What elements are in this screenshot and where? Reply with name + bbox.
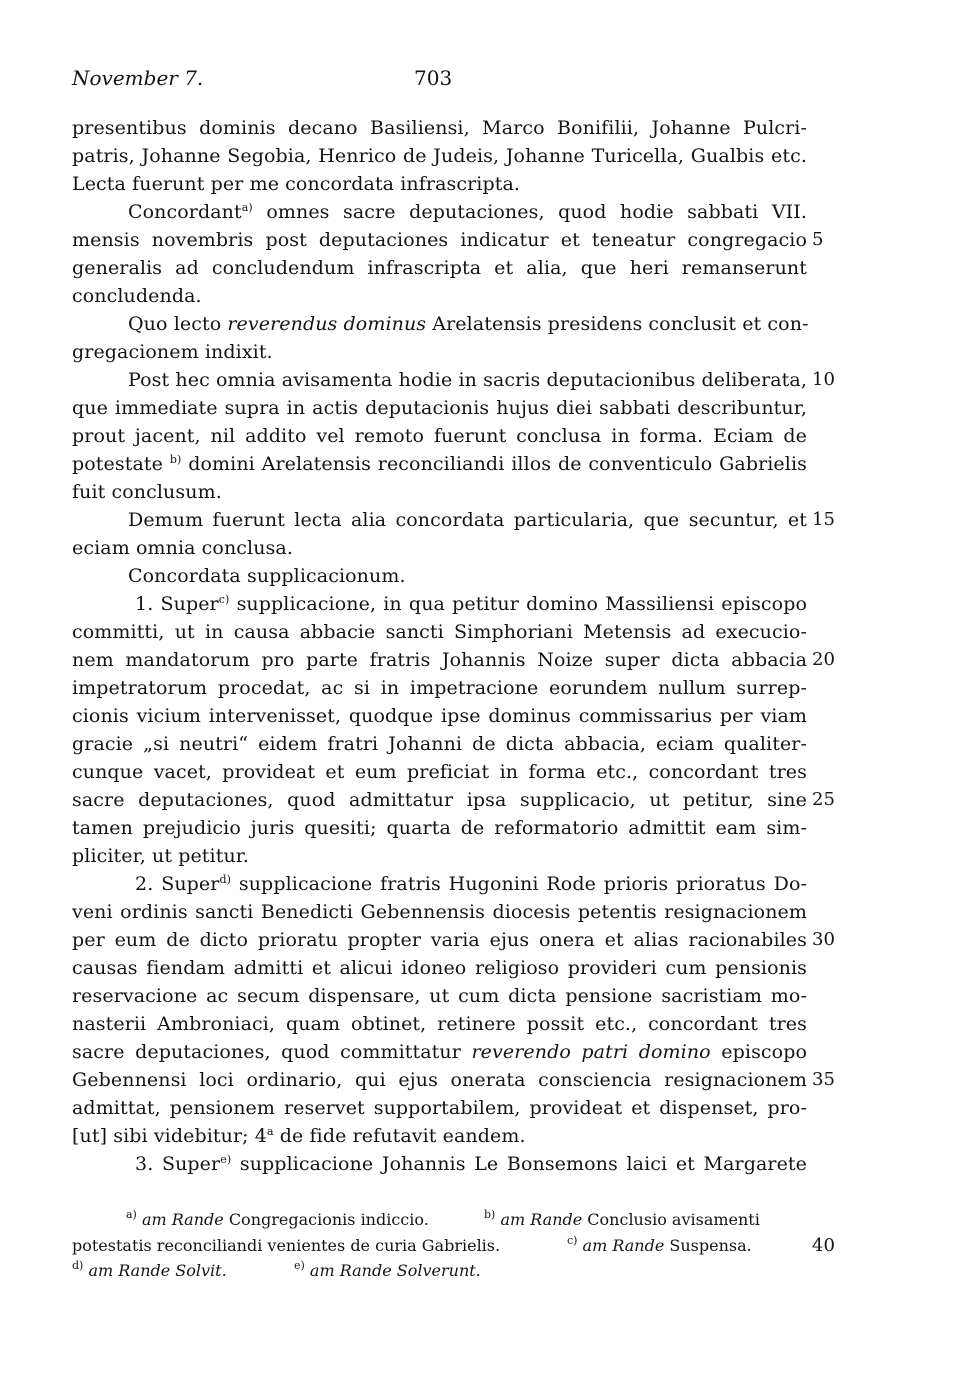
footnote-mark: a): [241, 201, 253, 214]
footnote-mark: c): [218, 593, 230, 606]
footnote-c: $^{c)}$ am Rande Suspensa.: [567, 1234, 752, 1255]
footnote-mark: b): [169, 453, 182, 466]
text-line: potestate $^{b)}$ domini Arelatensis reconciliandi illos de conventiculo Gabrielis: [72, 453, 807, 475]
footnote-line: [72, 1260, 807, 1282]
text-line: cunque vacet, provideat et eum preficiat in forma etc., concordant tres: [72, 761, 807, 783]
footnote-mark: d): [219, 873, 231, 886]
footnote-d: $^{d)}$ am Rande Solvit.: [72, 1259, 227, 1280]
text-line: concludenda.: [72, 285, 202, 307]
line-number: 10: [812, 369, 835, 390]
text-line: pliciter, ut petitur.: [72, 845, 250, 867]
line-number: 20: [812, 649, 835, 670]
text-line: nasterii Ambroniaci, quam obtinet, retinere possit etc., concordant tres: [72, 1013, 807, 1035]
text-line: causas fiendam admitti et alicui idoneo religioso provideri cum pensionis: [72, 957, 807, 979]
text-line: prout jacent, nil addito vel remoto fuerunt conclusa in forma. Eciam de: [72, 425, 807, 447]
line-number: 5: [812, 229, 824, 250]
footnote-b: $^{b)}$ am Rande Conclusio avisamenti: [484, 1208, 760, 1229]
text-line: Demum fuerunt lecta alia concordata particularia, que secuntur, et: [128, 509, 807, 531]
line-number: 30: [812, 929, 835, 950]
text-line: que immediate supra in actis deputacionis hujus diei sabbati describuntur,: [72, 397, 807, 419]
text-line: sacre deputaciones, quod admittatur ipsa supplicacio, ut petitur, sine: [72, 789, 807, 811]
running-header-title: November 7.: [72, 66, 204, 90]
footnote-line: [72, 1235, 807, 1257]
text-line: gregacionem indixit.: [72, 341, 273, 363]
text-line: [ut] sibi videbitur; 4$^a$ de fide refutavit eandem.: [72, 1125, 526, 1147]
text-line: mensis novembris post deputaciones indicatur et teneatur congregacio: [72, 229, 807, 251]
text-line: generalis ad concludendum infrascripta et alia, que heri remanserunt: [72, 257, 807, 279]
text-line: per eum de dicto prioratu propter varia ejus onera et alias racionabiles: [72, 929, 807, 951]
text-line: Lecta fuerunt per me concordata infrascripta.: [72, 173, 521, 195]
footnote-mark: e): [220, 1153, 232, 1166]
text-line: veni ordinis sancti Benedicti Gebennensis diocesis petentis resignacionem: [72, 901, 807, 923]
text-line: presentibus dominis decano Basiliensi, Marco Bonifilii, Johanne Pulcri-: [72, 117, 807, 139]
text-line: eciam omnia conclusa.: [72, 537, 293, 559]
text-line: reservacione ac secum dispensare, ut cum dicta pensione sacristiam mo-: [72, 985, 807, 1007]
text-line: admittat, pensionem reservet supportabilem, provideat et dispenset, pro-: [72, 1097, 807, 1119]
line-number: 15: [812, 509, 835, 530]
text-line: tamen prejudicio juris quesiti; quarta de reformatorio admittit eam sim-: [72, 817, 807, 839]
section-heading: Concordata supplicacionum.: [128, 565, 406, 587]
text-line: impetratorum procedat, ac si in impetracione eorundem nullum surrep-: [72, 677, 807, 699]
text-line: 1. Super$^{c)}$ supplicacione, in qua petitur domino Massiliensi episcopo: [135, 593, 808, 615]
text-line: sacre deputaciones, quod committatur reverendo patri domino episcopo: [72, 1041, 808, 1063]
line-number: 35: [812, 1069, 835, 1090]
line-number: 40: [812, 1235, 835, 1256]
text-line: Concordant$^{a)}$ omnes sacre deputaciones, quod hodie sabbati VII.: [128, 201, 807, 223]
text-line: committi, ut in causa abbacie sancti Simphoriani Metensis ad execucio-: [72, 621, 807, 643]
footnote-e: $^{e)}$ am Rande Solverunt.: [294, 1259, 481, 1280]
text-line: Post hec omnia avisamenta hodie in sacris deputacionibus deliberata,: [128, 369, 807, 391]
text-line: patris, Johanne Segobia, Henrico de Judeis, Johanne Turicella, Gualbis etc.: [72, 145, 807, 167]
page-number: 703: [414, 66, 453, 90]
footnote-a: $^{a)}$ am Rande Congregacionis indiccio.: [126, 1208, 429, 1229]
text-line: Quo lecto reverendus dominus Arelatensis presidens conclusit et con-: [128, 313, 809, 335]
text-line: cionis vicium intervenisset, quodque ipse dominus commissarius per viam: [72, 705, 807, 727]
text-line: nem mandatorum pro parte fratris Johannis Noize super dicta abbacia: [72, 649, 807, 671]
text-line: gracie „si neutri“ eidem fratri Johanni de dicta abbacia, eciam qualiter-: [72, 733, 807, 755]
text-line: 3. Super$^{e)}$ supplicacione Johannis Le Bonsemons laici et Margarete: [135, 1153, 807, 1175]
text-line: Gebennensi loci ordinario, qui ejus onerata consciencia resignacionem: [72, 1069, 807, 1091]
line-number: 25: [812, 789, 835, 810]
text-line: fuit conclusum.: [72, 481, 222, 503]
footnote-line: [72, 1209, 807, 1231]
footnote-b-cont: potestatis reconciliandi venientes de curia Gabrielis.: [72, 1236, 501, 1255]
text-line: 2. Super$^{d)}$ supplicacione fratris Hugonini Rode prioris prioratus Do-: [135, 873, 807, 895]
